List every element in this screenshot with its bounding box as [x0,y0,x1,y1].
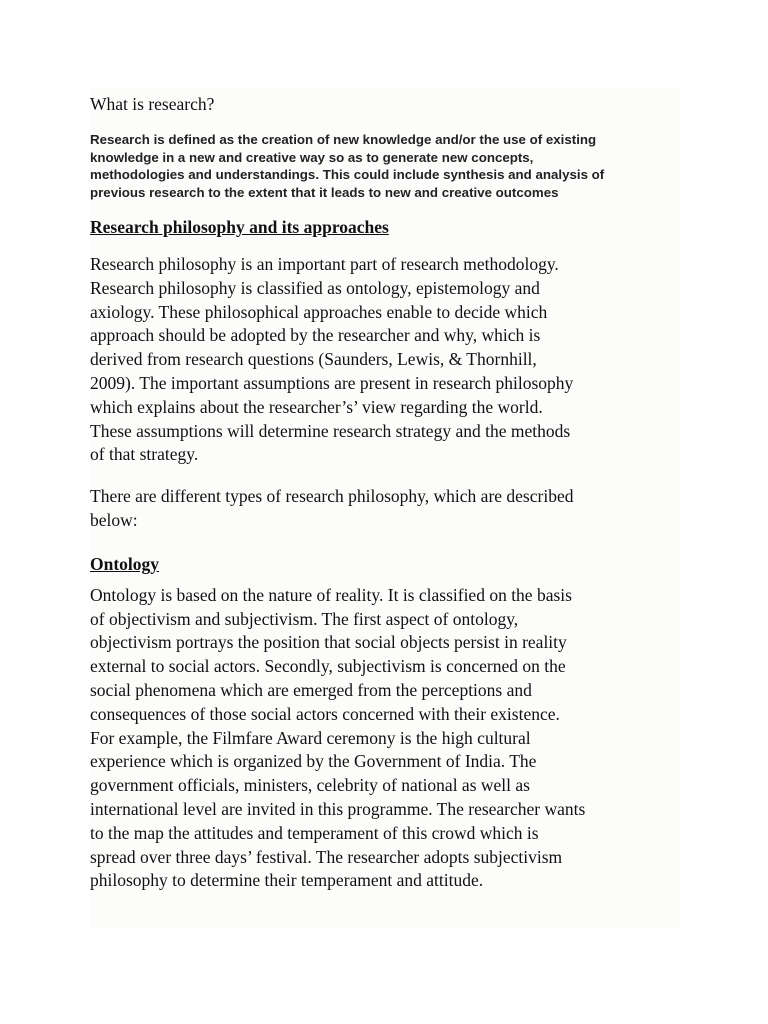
document-content [90,88,680,893]
intro-heading: What is research? [90,94,215,114]
philosophy-paragraph: Research philosophy is an important part of research methodology. Research philosophy is classified as ontology, epistemology and axiology. These philosophical approaches enable to decide which approach should be adopted by the researcher and why, which is derived from research questions (Saunders, Lewis, & Thornhill, 2009). The important assumptions are present in research philosophy which explains about the researcher’s’ view regarding the world. These assumptions will determine research strategy and the methods of that strategy. [90,254,574,465]
ontology-heading: Ontology [90,553,160,574]
types-paragraph: There are different types of research philosophy, which are described below: [90,486,574,530]
philosophy-heading: Research philosophy and its approaches [90,217,389,237]
document-page [90,88,680,928]
ontology-paragraph: Ontology is based on the nature of reality. It is classified on the basis of objectivism and subjectivism. The first aspect of ontology, objectivism portrays the position that social objects persist in reality external to social actors. Secondly, subjectivism is concerned on the social phenomena which are emerged from the perceptions and consequences of those social actors concerned with their existence. For example, the Filmfare Award ceremony is the high cultural experience which is organized by the Government of India. The government officials, ministers, celebrity of national as well as international level are invited in this programme. The researcher wants to the map the attitudes and temperament of this crowd which is spread over three days’ festival. The researcher adopts subjectivism philosophy to determine their temperament and attitude. [90,584,586,891]
intro-paragraph: Research is defined as the creation of new knowledge and/or the use of existing knowledge in a new and creative way so as to generate new concepts, methodologies and understandings. This could include synthesis and analysis of previous research to the extent that it leads to new and creative outcomes [90,132,605,200]
